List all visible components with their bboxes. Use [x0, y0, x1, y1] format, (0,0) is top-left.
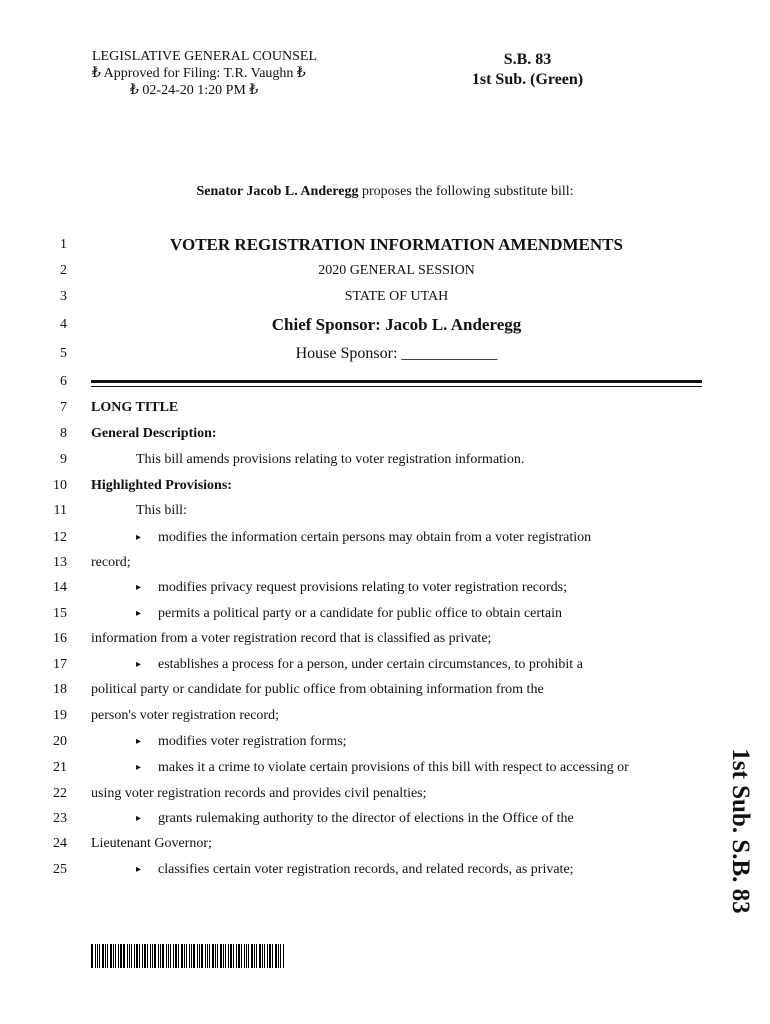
barcode-bar: [259, 944, 261, 968]
house-sponsor: House Sponsor: ____________: [295, 345, 498, 362]
barcode-bar: [110, 944, 112, 968]
provision-text: ▸ modifies privacy request provisions relating to voter registration records;: [136, 580, 568, 595]
barcode-bar: [166, 944, 167, 968]
line-13: [0, 555, 770, 575]
barcode-bar: [178, 944, 179, 968]
line-number: 10: [53, 478, 67, 493]
line-number: 7: [60, 400, 67, 415]
provision-text: using voter registration records and provides civil penalties;: [91, 786, 427, 801]
barcode-bar: [160, 944, 161, 968]
barcode-bar: [233, 944, 234, 968]
intro-text: proposes the following substitute bill:: [358, 184, 574, 199]
barcode: [91, 944, 285, 968]
barcode-bar: [262, 944, 263, 968]
barcode-bar: [136, 944, 138, 968]
barcode-bar: [223, 944, 224, 968]
barcode-bar: [147, 944, 148, 968]
barcode-bar: [244, 944, 245, 968]
line-7: [0, 400, 770, 420]
line-number: 18: [53, 682, 67, 697]
barcode-bar: [105, 944, 106, 968]
provision-text: ▸ modifies voter registration forms;: [136, 734, 347, 749]
description-text: This bill amends provisions relating to voter registration information.: [136, 452, 525, 467]
barcode-bar: [251, 944, 253, 968]
line-number: 5: [60, 346, 67, 361]
bullet-icon: ▸: [136, 736, 142, 747]
barcode-bar: [267, 944, 268, 968]
barcode-bar: [215, 944, 216, 968]
line-15: [0, 606, 770, 626]
barcode-bar: [134, 944, 135, 968]
barcode-bar: [118, 944, 119, 968]
bullet-icon: ▸: [136, 582, 142, 593]
barcode-bar: [113, 944, 114, 968]
line-23: [0, 811, 770, 831]
barcode-bar: [230, 944, 232, 968]
barcode-bar: [162, 944, 164, 968]
line-number: 6: [60, 374, 67, 389]
line-number: 23: [53, 811, 67, 826]
line-number: 21: [53, 760, 67, 775]
line-25: [0, 862, 770, 882]
barcode-bar: [264, 944, 265, 968]
line-24: [0, 836, 770, 856]
barcode-bar: [207, 944, 208, 968]
barcode-bar: [212, 944, 214, 968]
side-bill-label-text: 1st Sub. S.B. 83: [727, 748, 754, 914]
line-1: [0, 235, 770, 255]
barcode-bar: [246, 944, 247, 968]
line-number: 9: [60, 452, 67, 467]
barcode-bar: [107, 944, 108, 968]
state-label: STATE OF UTAH: [344, 289, 449, 304]
barcode-bar: [95, 944, 96, 968]
line-number: 16: [53, 631, 67, 646]
office-name: LEGISLATIVE GENERAL COUNSEL: [92, 49, 318, 64]
double-rule-top: [91, 380, 702, 383]
line-6: [0, 374, 770, 394]
line-20: [0, 734, 770, 754]
barcode-bar: [173, 944, 174, 968]
barcode-bar: [272, 944, 273, 968]
barcode-bar: [254, 944, 255, 968]
long-title-heading: LONG TITLE: [91, 400, 179, 415]
line-number: 25: [53, 862, 67, 877]
line-21: [0, 760, 770, 780]
provision-text: ▸ permits a political party or a candidate for public office to obtain certain: [136, 606, 563, 621]
barcode-bar: [186, 944, 187, 968]
header-office-block: [92, 48, 317, 99]
chief-sponsor: Chief Sponsor: Jacob L. Anderegg: [271, 315, 522, 334]
bill-title: VOTER REGISTRATION INFORMATION AMENDMENTS: [170, 235, 623, 254]
barcode-bar: [142, 944, 143, 968]
highlighted-provisions-heading: Highlighted Provisions:: [91, 478, 232, 493]
side-bill-label: [715, 742, 755, 932]
provision-text: ▸ establishes a process for a person, under certain circumstances, to prohibit a: [136, 657, 583, 672]
provision-text: person's voter registration record;: [91, 708, 279, 723]
bullet-icon: ▸: [136, 532, 142, 543]
barcode-bar: [154, 944, 156, 968]
barcode-bar: [269, 944, 271, 968]
barcode-bar: [278, 944, 279, 968]
line-11: [0, 503, 770, 523]
barcode-bar: [158, 944, 159, 968]
provision-text: ▸ makes it a crime to violate certain provisions of this bill with respect to accessing or: [136, 760, 629, 775]
barcode-bar: [209, 944, 210, 968]
line-number: 12: [53, 530, 67, 545]
barcode-bar: [236, 944, 237, 968]
substitute-label: 1st Sub. (Green): [471, 71, 584, 88]
barcode-bar: [201, 944, 203, 968]
approval-line: ₺ Approved for Filing: T.R. Vaughn ₺: [92, 66, 306, 81]
provision-text: Lieutenant Governor;: [91, 836, 212, 851]
bullet-icon: ▸: [136, 608, 142, 619]
barcode-bar: [225, 944, 226, 968]
barcode-bar: [175, 944, 177, 968]
barcode-bar: [217, 944, 218, 968]
provision-text: information from a voter registration record that is classified as private;: [91, 631, 492, 646]
session-label: 2020 GENERAL SESSION: [318, 263, 475, 278]
line-10: [0, 478, 770, 498]
line-number: 1: [60, 237, 67, 252]
barcode-bar: [150, 944, 151, 968]
barcode-bar: [205, 944, 206, 968]
senator-name: Senator Jacob L. Anderegg: [196, 184, 359, 199]
bill-number: S.B. 83: [503, 51, 552, 68]
general-description-heading: General Description:: [91, 426, 217, 441]
provision-text: ▸ grants rulemaking authority to the director of elections in the Office of the: [136, 811, 574, 826]
bill-id-block: [440, 50, 615, 90]
line-3: [0, 289, 770, 309]
bullet-icon: ▸: [136, 864, 142, 875]
barcode-bar: [191, 944, 192, 968]
barcode-bar: [275, 944, 277, 968]
line-number: 20: [53, 734, 67, 749]
line-number: 14: [53, 580, 67, 595]
line-number: 24: [53, 836, 67, 851]
provision-text: political party or candidate for public office from obtaining information from the: [91, 682, 544, 697]
line-5: [0, 345, 770, 365]
line-19: [0, 708, 770, 728]
line-4: [0, 315, 770, 335]
bullet-icon: ▸: [136, 762, 142, 773]
line-number: 8: [60, 426, 67, 441]
barcode-bar: [184, 944, 185, 968]
line-2: [0, 263, 770, 283]
line-number: 4: [60, 317, 67, 332]
line-number: 2: [60, 263, 67, 278]
line-18: [0, 682, 770, 702]
barcode-bar: [168, 944, 169, 968]
intro-line: [0, 184, 770, 200]
barcode-bar: [99, 944, 100, 968]
provision-text: ▸ classifies certain voter registration records, and related records, as private;: [136, 862, 574, 877]
line-8: [0, 426, 770, 446]
barcode-bar: [256, 944, 257, 968]
barcode-bar: [97, 944, 98, 968]
barcode-bar: [91, 944, 93, 968]
barcode-bar: [127, 944, 128, 968]
bullet-icon: ▸: [136, 659, 142, 670]
approval-datetime: ₺ 02-24-20 1:20 PM ₺: [130, 83, 259, 98]
line-number: 19: [53, 708, 67, 723]
line-16: [0, 631, 770, 651]
provision-text: record;: [91, 555, 131, 570]
barcode-bar: [115, 944, 116, 968]
barcode-bar: [280, 944, 281, 968]
line-22: [0, 786, 770, 806]
line-number: 22: [53, 786, 67, 801]
line-number: 11: [53, 503, 67, 518]
line-number: 15: [53, 606, 67, 621]
line-14: [0, 580, 770, 600]
barcode-bar: [193, 944, 195, 968]
line-17: [0, 657, 770, 677]
barcode-bar: [123, 944, 125, 968]
barcode-bar: [241, 944, 242, 968]
line-number: 17: [53, 657, 67, 672]
barcode-bar: [228, 944, 229, 968]
barcode-bar: [120, 944, 122, 968]
this-bill-text: This bill:: [136, 503, 187, 518]
barcode-bar: [199, 944, 200, 968]
barcode-bar: [139, 944, 140, 968]
barcode-bar: [220, 944, 222, 968]
barcode-bar: [102, 944, 104, 968]
double-rule-bottom: [91, 386, 702, 387]
barcode-bar: [238, 944, 240, 968]
barcode-bar: [144, 944, 146, 968]
barcode-bar: [197, 944, 198, 968]
barcode-bar: [152, 944, 153, 968]
bullet-icon: ▸: [136, 813, 142, 824]
line-number: 3: [60, 289, 67, 304]
provision-text: ▸ modifies the information certain persons may obtain from a voter registration: [136, 530, 592, 545]
barcode-bar: [189, 944, 190, 968]
line-9: [0, 452, 770, 472]
line-12: [0, 530, 770, 550]
barcode-bar: [170, 944, 171, 968]
line-number: 13: [53, 555, 67, 570]
barcode-bar: [181, 944, 183, 968]
barcode-bar: [129, 944, 130, 968]
barcode-bar: [131, 944, 132, 968]
barcode-bar: [283, 944, 284, 968]
barcode-bar: [248, 944, 249, 968]
